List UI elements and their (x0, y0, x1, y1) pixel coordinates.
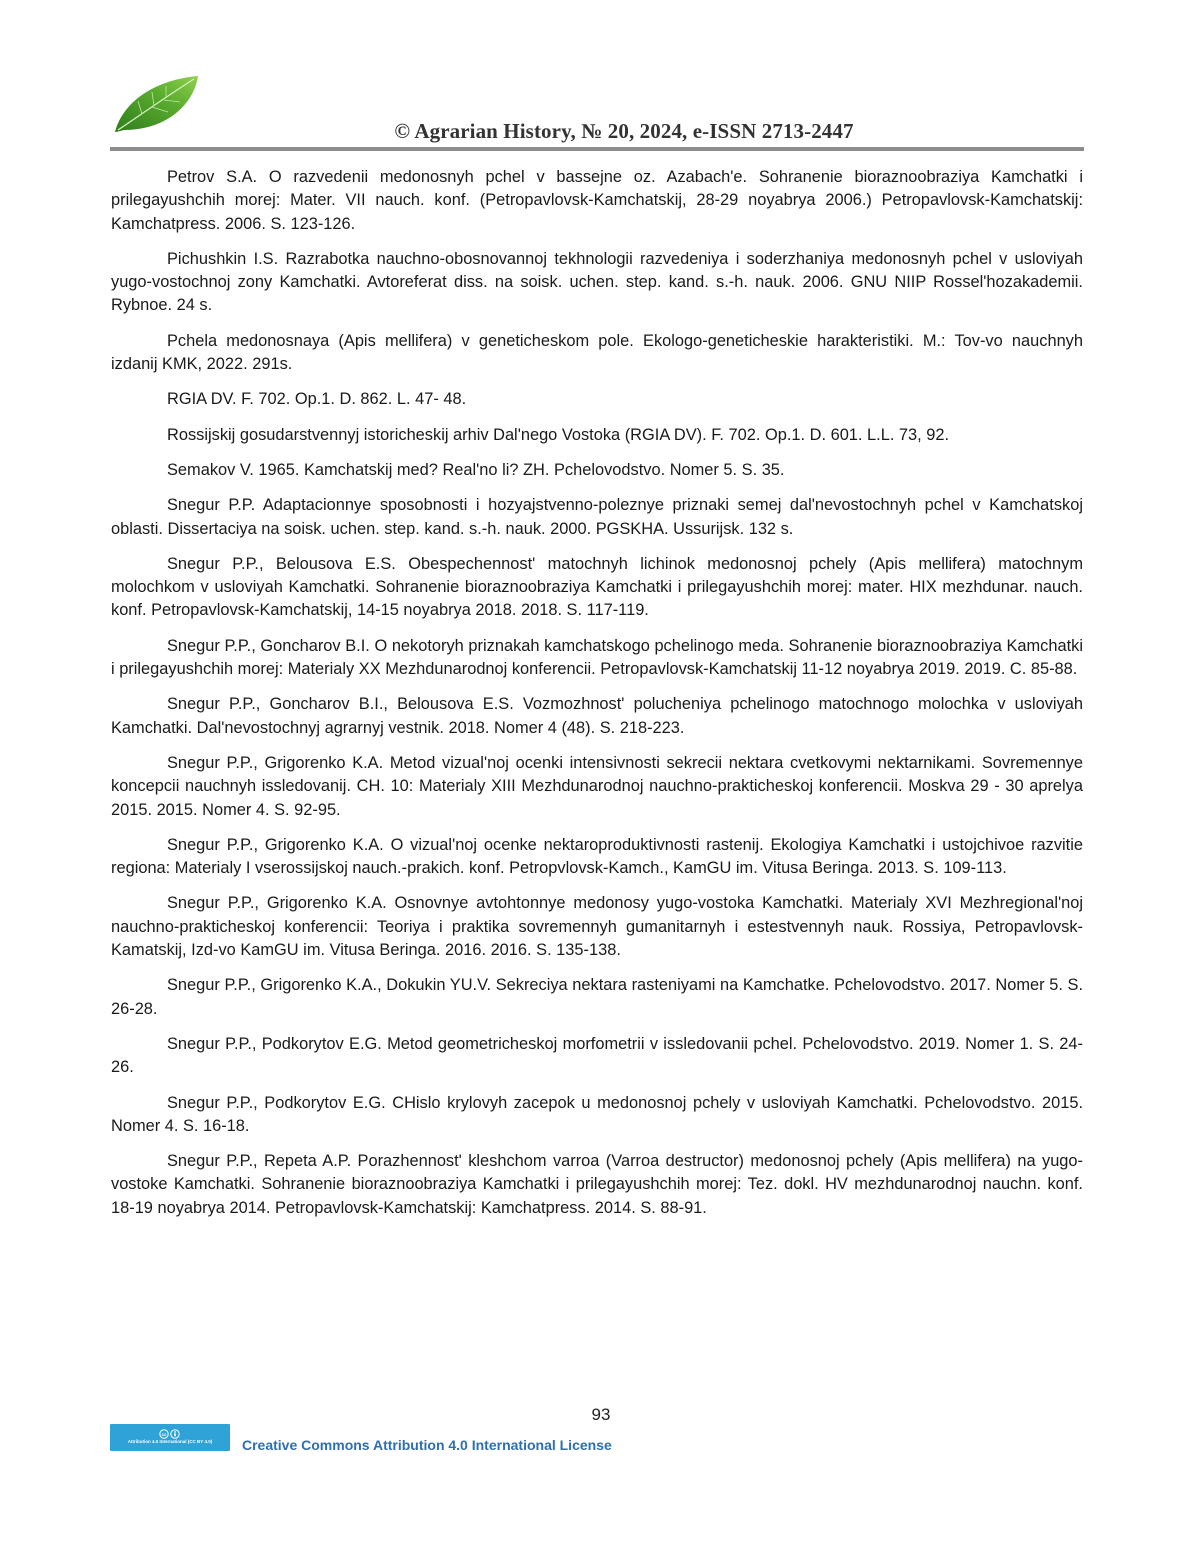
reference-item: Semakov V. 1965. Kamchatskij med? Real'no li? ZH. Pchelovodstvo. Nomer 5. S. 35. (167, 460, 785, 479)
reference-item: Snegur P.P., Podkorytov E.G. Metod geometricheskoj morfometrii v issledovanii pchel. Pchelovodstvo. 2019. Nomer 1. S. 24-26. (111, 1034, 1083, 1077)
reference-item: Rossijskij gosudarstvennyj istoricheskij arhiv Dal'nego Vostoka (RGIA DV). F. 702. Op.1. D. 601. L.L. 73, 92. (167, 425, 950, 444)
license-link[interactable]: Creative Commons Attribution 4.0 International License (242, 1437, 612, 1453)
reference-item: Pichushkin I.S. Razrabotka nauchno-obosnovannoj tekhnologii razvedeniya i soderzhaniya medonosnyh pchel v usloviyah yugo-vostochnoj zony Kamchatki. Avtoreferat diss. na soisk. uchen. step. kand. s.-h. nauk. 2006. GNU NIIP Rossel'hozakademii. Rybnoe. 24 s. (111, 249, 1083, 315)
page-number: 93 (591, 1405, 611, 1424)
reference-item: Snegur P.P., Goncharov B.I., Belousova E.S. Vozmozhnost' polucheniya pchelinogo matochnogo molochka v usloviyah Kamchatki. Dal'nevostochnyj agrarnyj vestnik. 2018. Nomer 4 (48). S. 218-223. (111, 695, 1083, 737)
reference-item: RGIA DV. F. 702. Op.1. D. 862. L. 47- 48. (167, 390, 467, 409)
creative-commons-icon (159, 1426, 183, 1436)
cc-license-badge[interactable] (110, 1424, 230, 1451)
reference-item: Pchela medonosnaya (Apis mellifera) v geneticheskom pole. Ekologo-geneticheskie harakteristiki. M.: Tov-vo nauchnyh izdanij KMK, 2022. 291s. (111, 331, 1083, 374)
reference-item: Snegur P.P. Adaptacionnye sposobnosti i hozyajstvenno-poleznye priznaki semej dal'nevostochnyh pchel v Kamchatskoj oblasti. Dissertaciya na soisk. uchen. step. kand. s.-h. nauk. 2000. PGSKHA. Ussurijsk. 132 s. (111, 496, 1083, 538)
reference-item: Snegur P.P., Grigorenko K.A. O vizual'noj ocenke nektaroproduktivnosti rastenij. Ekologiya Kamchatki i ustojchivoe razvitie regiona: Materialy I vserossijskoj nauch.-prakich. konf. Petropvlovsk-Kamch., KamGU im. Vitusa Beringa. 2013. S. 109-113. (111, 835, 1083, 878)
journal-title: © Agrarian History, № 20, 2024, e-ISSN 2713-2447 (394, 119, 854, 143)
reference-item: Snegur P.P., Grigorenko K.A. Osnovnye avtohtonnye medonosy yugo-vostoka Kamchatki. Materialy XVI Mezhregional'noj nauchno-prakticheskoj konferencii: Teoriya i praktika sovremennyh gumanitarnyh i estestvennyh nauk. Rossiya, Petropavlovsk-Kamatskij, Izd-vo KamGU im. Vitusa Beringa. 2016. 2016. S. 135-138. (111, 894, 1083, 960)
badge-text: Attribution 4.0 International (CC BY 4.0) (127, 1439, 213, 1444)
header-divider (110, 147, 1084, 151)
svg-text:cc: cc (161, 1431, 167, 1437)
reference-item: Snegur P.P., Repeta A.P. Porazhennost' kleshchom varroa (Varroa destructor) medonosnoj pchely (Apis mellifera) na yugo-vostoke Kamchatki. Sohranenie bioraznoobraziya Kamchatki i prilegayushchih morej: Tez. dokl. HV mezhdunarodnoj nauchn. konf. 18-19 noyabrya 2014. Petropavlovsk-Kamchatskij: Kamchatpress. 2014. S. 88-91. (111, 1152, 1083, 1217)
references-list (111, 166, 1083, 1232)
reference-item: Petrov S.A. O razvedenii medonosnyh pchel v bassejne oz. Azabach'e. Sohranenie bioraznoobraziya Kamchatki i prilegayushchih morej: Mater. VII nauch. konf. (Petropavlovsk-Kamchatskij, 28-29 noyabrya 2006.) Petropavlovsk-Kamchatskij: Kamchatpress. 2006. S. 123-126. (111, 168, 1083, 233)
reference-item: Snegur P.P., Goncharov B.I. O nekotoryh priznakah kamchatskogo pchelinogo meda. Sohranenie bioraznoobraziya Kamchatki i prilegayushchih morej: Materialy XX Mezhdunarodnoj konferencii. Petropavlovsk-Kamchatskij 11-12 noyabrya 2019. 2019. C. 85-88. (111, 636, 1083, 679)
reference-item: Snegur P.P., Podkorytov E.G. CHislo krylovyh zacepok u medonosnoj pchely v usloviyah Kamchatki. Pchelovodstvo. 2015. Nomer 4. S. 16-18. (111, 1093, 1083, 1135)
reference-item: Snegur P.P., Belousova E.S. Obespechennost' matochnyh lichinok medonosnoj pchely (Apis mellifera) matochnym molochkom v usloviyah Kamchatki. Sohranenie bioraznoobraziya Kamchatki i prilegayushchih morej: mater. HIX mezhdunar. nauch. konf. Petropavlovsk-Kamchatskij, 14-15 noyabrya 2018. 2018. S. 117-119. (111, 554, 1083, 620)
reference-item: Snegur P.P., Grigorenko K.A. Metod vizual'noj ocenki intensivnosti sekrecii nektara cvetkovymi nektarnikami. Sovremennye koncepcii nauchnyh issledovanij. CH. 10: Materialy XIII Mezhdunarodnoj nauchno-prakticheskoj konferencii. Moskva 29 - 30 aprelya 2015. 2015. Nomer 4. S. 92-95. (111, 753, 1083, 819)
reference-item: Snegur P.P., Grigorenko K.A., Dokukin YU.V. Sekreciya nektara rasteniyami na Kamchatke. Pchelovodstvo. 2017. Nomer 5. S. 26-28. (111, 976, 1083, 1018)
